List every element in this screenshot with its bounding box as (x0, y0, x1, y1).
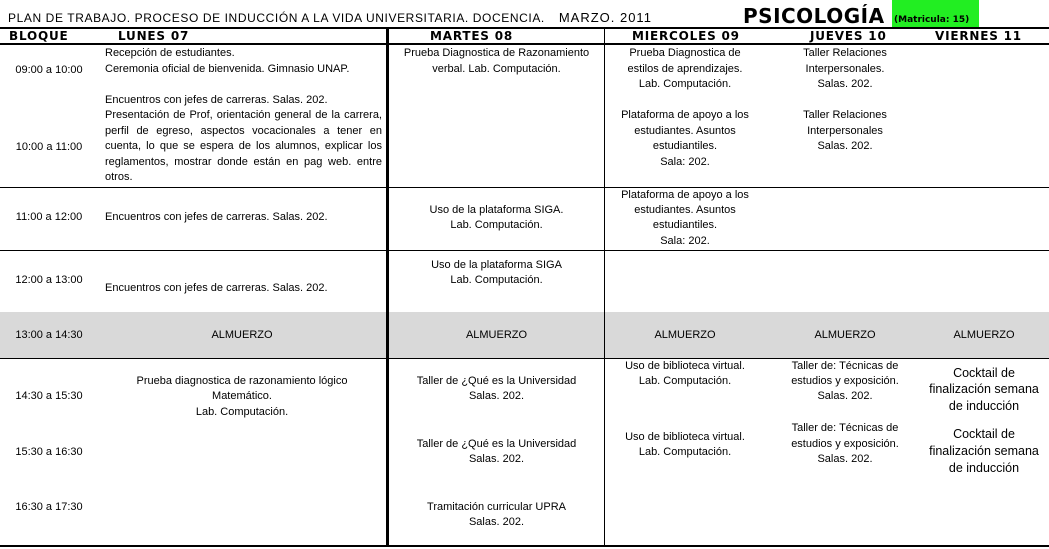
enrollment-text: (Matricula: 15) (894, 15, 970, 25)
title-text: PLAN DE TRABAJO. PROCESO DE INDUCCIÓN A LA VIDA UNIVERSITARIA. DOCENCIA. (8, 11, 545, 25)
time-1200: 12:00 a 13:00 (15, 274, 83, 286)
monday-0900-line2: Ceremonia oficial de bienvenida. Gimnasio UNAP. (105, 63, 350, 75)
monday-1000-line1: Encuentros con jefes de carreras. Salas. 202. (105, 94, 328, 106)
document-title (8, 10, 652, 25)
title-month: MARZO. 2011 (558, 10, 652, 25)
time-1100: 11:00 a 12:00 (15, 211, 83, 223)
monday-1430-line1: Prueba diagnostica de razonamiento lógico (136, 375, 348, 387)
monday-1100-activity: Encuentros con jefes de carreras. Salas. 202. (105, 211, 328, 223)
thursday-1000-line1: Taller Relaciones (803, 109, 887, 121)
header-monday: LUNES 07 (118, 29, 190, 43)
table-bottom-border (0, 545, 1049, 547)
thursday-1430-line3: Salas. 202. (817, 390, 873, 402)
header-tuesday: MARTES 08 (430, 29, 514, 43)
wednesday-0900-line2: estilos de aprendizajes. (627, 63, 743, 75)
monday-1430-line2: Matemático. (212, 390, 272, 402)
time-1430: 14:30 a 15:30 (15, 390, 83, 402)
thursday-1430-line1: Taller de: Técnicas de (791, 360, 899, 372)
thursday-lunch: ALMUERZO (814, 329, 876, 341)
friday-lunch: ALMUERZO (953, 329, 1015, 341)
tuesday-1100-line2: Lab. Computación. (450, 219, 543, 231)
thursday-1530-line2: estudios y exposición. (791, 438, 899, 450)
friday-1430-line3: de inducción (948, 399, 1020, 413)
thursday-1000-line3: Salas. 202. (817, 140, 873, 152)
tuesday-0900-line1: Prueba Diagnostica de Razonamiento (403, 47, 590, 59)
column-divider-tuesday (604, 27, 605, 547)
tuesday-1200-line2: Lab. Computación. (450, 274, 543, 286)
friday-1530-line3: de inducción (948, 461, 1020, 475)
friday-1430-line1: Cocktail de (953, 366, 1015, 380)
tuesday-1530-line2: Salas. 202. (468, 453, 525, 465)
wednesday-0900-line3: Lab. Computación. (638, 78, 732, 90)
wednesday-1530-line2: Lab. Computación. (638, 446, 732, 458)
friday-1430-line2: finalización semana (929, 382, 1039, 396)
monday-1200-activity: Encuentros con jefes de carreras. Salas. 202. (105, 282, 328, 294)
monday-1000-description: Presentación de Prof, orientación general de la carrera, perfil de egreso, aspectos vocacionales a tener en cuenta, lo que se espera de los alumnos, explicar los reglamentos, mostrar donde están en pag web. entre otros. (105, 109, 382, 183)
wednesday-1100-line3: estudiantiles. (652, 219, 718, 231)
friday-1530-line1: Cocktail de (953, 427, 1015, 441)
wednesday-1000-line1: Plataforma de apoyo a los (621, 109, 749, 121)
career-name: PSICOLOGÍA (743, 4, 885, 28)
monday-1430-line3: Lab. Computación. (195, 406, 289, 418)
row-divider-1200 (0, 250, 1049, 251)
tuesday-lunch: ALMUERZO (465, 329, 528, 341)
header-block: BLOQUE (9, 29, 69, 43)
monday-0900-line1: Recepción de estudiantes. (105, 47, 235, 59)
wednesday-1100-line4: Sala: 202. (660, 235, 710, 247)
header-bottom-border (0, 43, 1049, 45)
wednesday-lunch: ALMUERZO (654, 329, 716, 341)
monday-lunch: ALMUERZO (211, 329, 273, 341)
header-wednesday: MIERCOLES 09 (632, 29, 740, 43)
time-1300: 13:00 a 14:30 (15, 329, 83, 341)
tuesday-0900-line2: verbal. Lab. Computación. (432, 63, 561, 75)
tuesday-1430-line2: Salas. 202. (468, 390, 525, 402)
thursday-0900-line1: Taller Relaciones (803, 47, 887, 59)
tuesday-1430-line1: Taller de ¿Qué es la Universidad (416, 375, 577, 387)
tuesday-1630-line2: Salas. 202. (468, 516, 525, 528)
thursday-1000-line2: Interpersonales (807, 125, 883, 137)
wednesday-1430-line1: Uso de biblioteca virtual. (625, 360, 745, 372)
thursday-1530-line1: Taller de: Técnicas de (791, 422, 899, 434)
header-thursday: JUEVES 10 (810, 29, 887, 43)
tuesday-1100-line1: Uso de la plataforma SIGA. (429, 204, 564, 216)
wednesday-1100-line1: Plataforma de apoyo a los (621, 189, 749, 201)
thursday-0900-line3: Salas. 202. (817, 78, 873, 90)
wednesday-1000-line3: estudiantiles. (652, 140, 718, 152)
time-1000: 10:00 a 11:00 (15, 141, 83, 153)
header-friday: VIERNES 11 (935, 29, 1022, 43)
wednesday-1430-line2: Lab. Computación. (638, 375, 732, 387)
row-divider-1100 (0, 187, 1049, 188)
time-1630: 16:30 a 17:30 (15, 501, 83, 513)
wednesday-0900-line1: Prueba Diagnostica de (629, 47, 741, 59)
friday-1530-line2: finalización semana (929, 444, 1039, 458)
enrollment-badge (892, 0, 979, 28)
tuesday-1200-line1: Uso de la plataforma SIGA (431, 259, 562, 271)
thursday-0900-line2: Interpersonales. (805, 63, 885, 75)
wednesday-1000-line4: Sala: 202. (660, 156, 710, 168)
thursday-1430-line2: estudios y exposición. (791, 375, 899, 387)
wednesday-1100-line2: estudiantes. Asuntos (634, 204, 736, 216)
wednesday-1530-line1: Uso de biblioteca virtual. (625, 431, 745, 443)
tuesday-1530-line1: Taller de ¿Qué es la Universidad (416, 438, 577, 450)
time-0900: 09:00 a 10:00 (15, 64, 83, 76)
time-1530: 15:30 a 16:30 (15, 446, 83, 458)
wednesday-1000-line2: estudiantes. Asuntos (634, 125, 736, 137)
tuesday-1630-line1: Tramitación curricular UPRA (427, 501, 566, 513)
thursday-1530-line3: Salas. 202. (817, 453, 873, 465)
